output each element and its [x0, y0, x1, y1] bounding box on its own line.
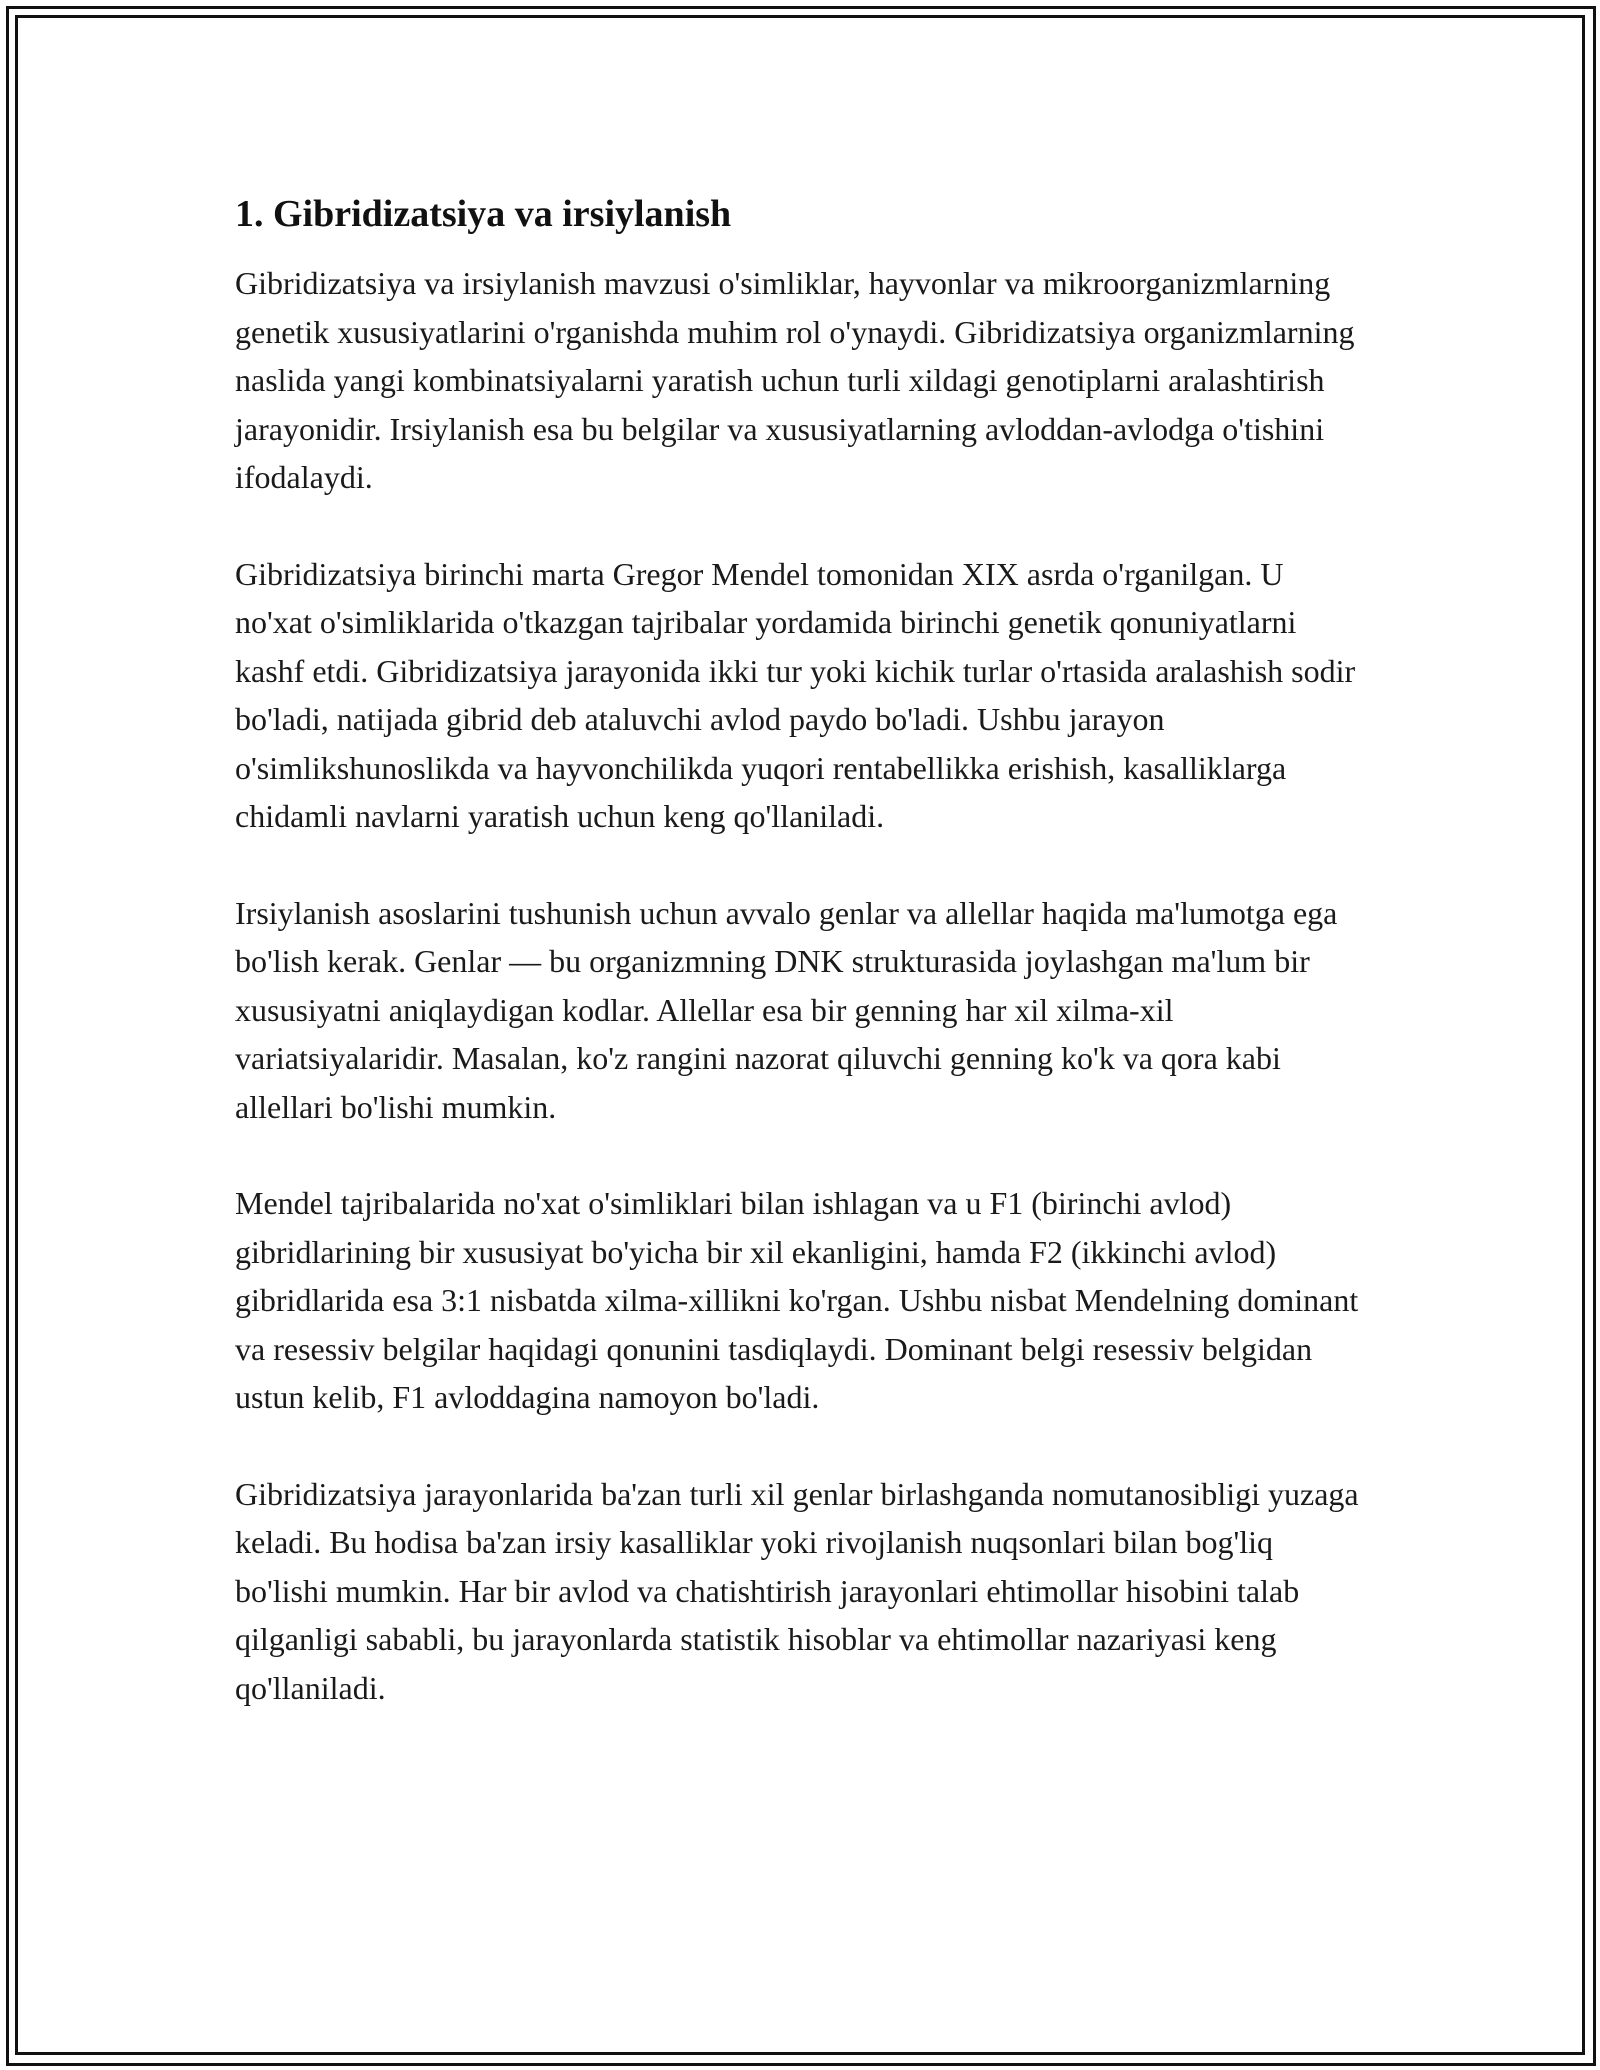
paragraph-5: Gibridizatsiya jarayonlarida ba'zan turli xil genlar birlashganda nomutanosibligi yuzaga keladi. Bu hodisa ba'zan irsiy kasalliklar yoki rivojlanish nuqsonlari bilan bog'liq bo'lishi mumkin. Har bir avlod va chatishtirish jarayonlari ehtimollar hisobini talab qilganligi sababli, bu jarayonlarda statistik hisoblar va ehtimollar nazariyasi keng qo'llaniladi.	[235, 1475, 1359, 1706]
paragraph-4: Mendel tajribalarida no'xat o'simliklari bilan ishlagan va u F1 (birinchi avlod) gibridlarining bir xususiyat bo'yicha bir xil ekanligini, hamda F2 (ikkinchi avlod) gibridlarida esa 3:1 nisbatda xilma-xillikni ko'rgan. Ushbu nisbat Mendelning dominant va resessiv belgilar haqidagi qonunini tasdiqlaydi. Dominant belgi resessiv belgidan ustun kelib, F1 avloddagina namoyon bo'ladi.	[235, 1185, 1359, 1415]
document-body	[235, 185, 1365, 1760]
paragraph-2: Gibridizatsiya birinchi marta Gregor Mendel tomonidan XIX asrda o'rganilgan. U no'xat o'simliklarida o'tkazgan tajribalar yordamida birinchi genetik qonuniyatlarni kashf etdi. Gibridizatsiya jarayonida ikki tur yoki kichik turlar o'rtasida aralashish sodir bo'ladi, natijada gibrid deb ataluvchi avlod paydo bo'ladi. Ushbu jarayon o'simlikshunoslikda va hayvonchilikda yuqori rentabellikka erishish, kasalliklarga chidamli navlarni yaratish uchun keng qo'llaniladi.	[235, 555, 1356, 834]
paragraph-1: Gibridizatsiya va irsiylanish mavzusi o'simliklar, hayvonlar va mikroorganizmlarning genetik xususiyatlarini o'rganishda muhim rol o'ynaydi. Gibridizatsiya organizmlarning naslida yangi kombinatsiyalarni yaratish uchun turli xildagi genotiplarni aralashtirish jarayonidir. Irsiylanish esa bu belgilar va xususiyatlarning avloddan-avlodga o'tishini ifodalaydi.	[235, 265, 1355, 495]
section-title: 1. Gibridizatsiya va irsiylanish	[235, 193, 732, 235]
paragraph-3: Irsiylanish asoslarini tushunish uchun avvalo genlar va allellar haqida ma'lumotga ega bo'lish kerak. Genlar — bu organizmning DNK strukturasida joylashgan ma'lum bir xususiyatni aniqlaydigan kodlar. Allellar esa bir genning har xil xilma-xil variatsiyalaridir. Masalan, ko'z rangini nazorat qiluvchi genning ko'k va qora kabi allellari bo'lishi mumkin.	[235, 894, 1338, 1125]
